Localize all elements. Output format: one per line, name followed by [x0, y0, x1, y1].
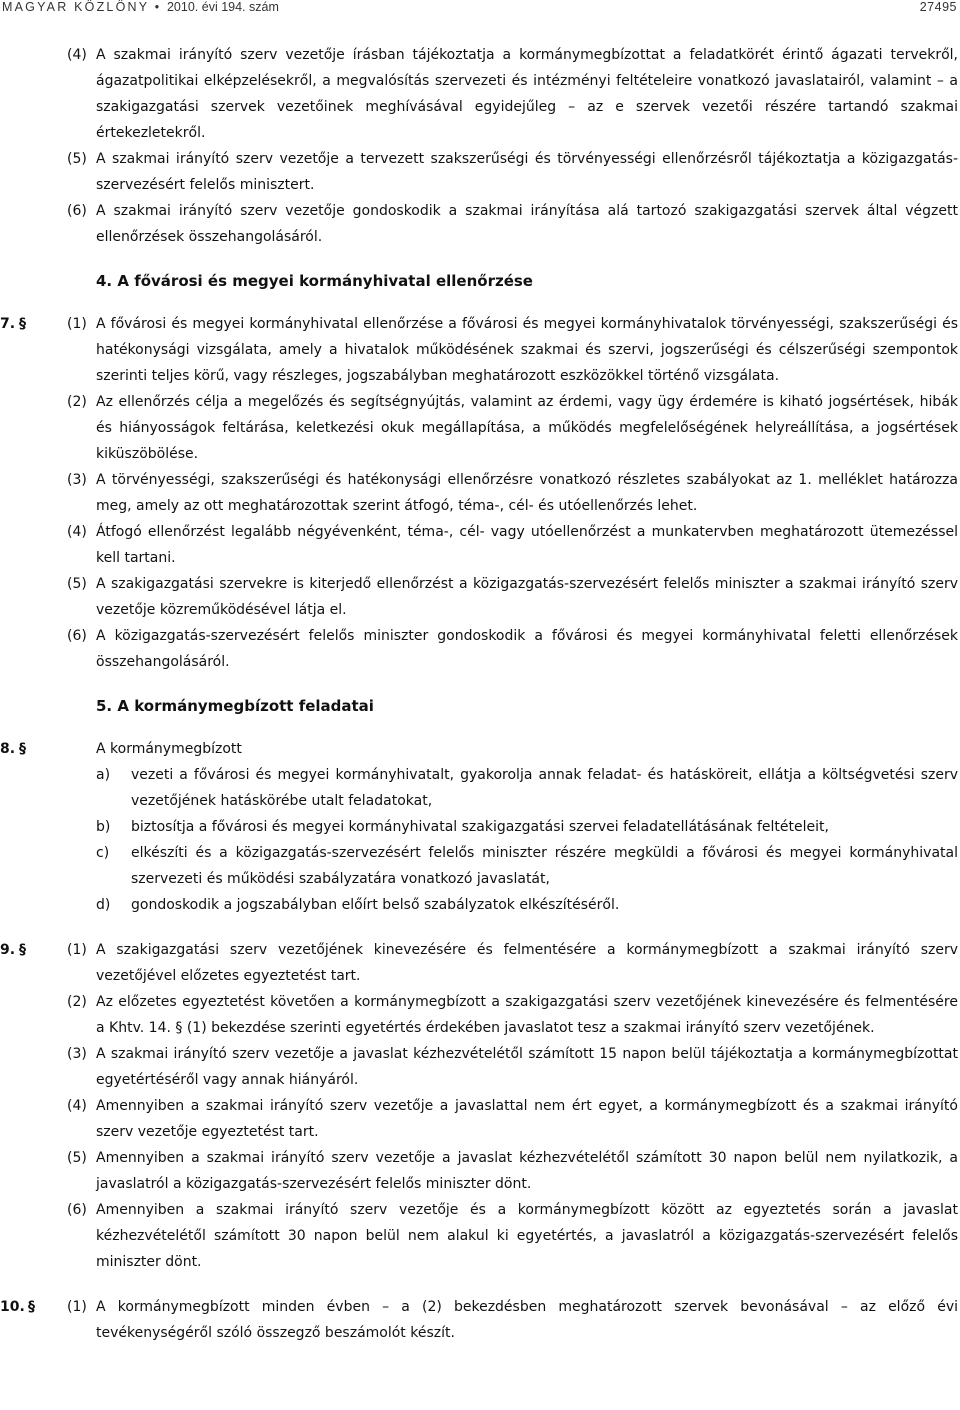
paragraph: [0, 1093, 960, 1145]
paragraph-text: elkészíti és a közigazgatás-szervezésért felelős miniszter részére megküldi a fővárosi és megyei kormányhivatal szervezeti és működési szabályzatára vonatkozó javaslatát,: [131, 845, 958, 887]
paragraph: [0, 989, 960, 1041]
paragraph: [0, 146, 960, 198]
paragraph-text: A közigazgatás-szervezésért felelős miniszter gondoskodik a fővárosi és megyei kormányhivatal feletti ellenőrzések összehangolásáról.: [96, 628, 958, 670]
paragraph-text: Az előzetes egyeztetést követően a kormánymegbízott a szakigazgatási szerv vezetőjének kinevezésére és felmentésére a Khtv. 14. § (1) bekezdése szerinti egyetértés érdekében javaslatot tesz a szakmai irányító szerv vezetőjének.: [96, 994, 958, 1036]
paragraph-number: (1): [67, 1299, 87, 1315]
running-header: [0, 0, 960, 18]
paragraph: [0, 467, 960, 519]
section-number: 9.: [0, 942, 16, 958]
paragraph-number: (4): [67, 524, 87, 540]
paragraph: [0, 1197, 960, 1275]
section-number: 7.: [0, 316, 16, 332]
paragraph-number: (3): [67, 1046, 87, 1062]
paragraph-text: Az ellenőrzés célja a megelőzés és segítségnyújtás, valamint az érdemi, vagy ügy érdemére is kiható jogsértések, hibák és hiányosságok feltárása, keletkezési okuk megállapítása, a működés megfelelőségének helyreállítása, a jogsértések kiküszöbölése.: [96, 394, 958, 462]
paragraph-text: A szakmai irányító szerv vezetője gondoskodik a szakmai irányítása alá tartozó szakigazgatási szervek által végzett ellenőrzések összehangolásáról.: [96, 203, 958, 245]
paragraph: [0, 198, 960, 250]
paragraph-text: gondoskodik a jogszabályban előírt belső szabályzatok elkészítéséről.: [131, 897, 620, 913]
paragraph: [0, 1041, 960, 1093]
paragraph-number: (5): [67, 576, 87, 592]
journal-title: MAGYAR KÖZLÖNY • 2010. évi 194. szám: [2, 0, 279, 14]
section-paragraph: [0, 311, 960, 389]
paragraph-number: (3): [67, 472, 87, 488]
paragraph-number: (2): [67, 394, 87, 410]
paragraph-text: Átfogó ellenőrzést legalább négyévenként, téma-, cél- vagy utóellenőrzést a munkatervben meghatározott ütemezéssel kell tartani.: [96, 524, 958, 566]
paragraph: [0, 42, 960, 146]
list-item: [0, 762, 960, 814]
paragraph-text: A szakmai irányító szerv vezetője a javaslat kézhezvételétől számított 15 napon belül tájékoztatja a kormánymegbízottat egyetértéséről vagy annak hiányáról.: [96, 1046, 958, 1088]
paragraph: [0, 623, 960, 675]
paragraph-number: (1): [67, 316, 87, 332]
paragraph: [0, 571, 960, 623]
paragraph-number: (1): [67, 942, 87, 958]
section-sign: §: [19, 942, 26, 958]
section-paragraph: [0, 937, 960, 989]
section-heading: 5. A kormánymegbízott feladatai: [96, 697, 374, 715]
paragraph-number: (4): [67, 1098, 87, 1114]
paragraph-text: A szakigazgatási szerv vezetőjének kinevezésére és felmentésére a kormánymegbízott a szakmai irányító szerv vezetőjével előzetes egyeztetést tart.: [96, 942, 958, 984]
paragraph: [0, 389, 960, 467]
paragraph-number: (5): [67, 151, 87, 167]
paragraph-number: (5): [67, 1150, 87, 1166]
lead-text: A kormánymegbízott: [96, 741, 242, 757]
section-heading: 4. A fővárosi és megyei kormányhivatal ellenőrzése: [96, 272, 533, 290]
section-number: 8.: [0, 741, 16, 757]
paragraph-text: A szakmai irányító szerv vezetője a tervezett szakszerűségi és törvényességi ellenőrzésről tájékoztatja a közigazgatás-szervezésért felelős minisztert.: [96, 151, 958, 193]
paragraph-text: A szakmai irányító szerv vezetője írásban tájékoztatja a kormánymegbízottat a feladatkörét érintő ágazati tervekről, ágazatpolitikai elképzelésekről, a megvalósítás szervezeti és intézményi feltételeire vonatkozó javaslatairól, valamint – a szakigazgatási szervek vezetőinek meghívásával egyidejűleg – az e szervek vezetői részére tartandó szakmai értekezletekről.: [96, 47, 958, 141]
paragraph-number: (6): [67, 203, 87, 219]
paragraph-text: A törvényességi, szakszerűségi és hatékonysági ellenőrzésre vonatkozó részletes szabályokat az 1. melléklet határozza meg, amely az ott meghatározottak szerint átfogó, téma-, cél- és utóellenőrzés lehet.: [96, 472, 958, 514]
item-label: c): [96, 845, 110, 861]
paragraph-text: A szakigazgatási szervekre is kiterjedő ellenőrzést a közigazgatás-szervezésért felelős miniszter a szakmai irányító szerv vezetője közreműködésével látja el.: [96, 576, 958, 618]
page-number: 27495: [919, 0, 957, 14]
item-label: a): [96, 767, 111, 783]
paragraph-text: vezeti a fővárosi és megyei kormányhivatalt, gyakorolja annak feladat- és hatásköreit, ellátja a költségvetési szerv vezetőjének hatáskörébe utalt feladatokat,: [131, 767, 958, 809]
section-sign: §: [28, 1299, 35, 1315]
section-number: 10.: [0, 1299, 25, 1315]
list-item: [0, 840, 960, 892]
paragraph-text: Amennyiben a szakmai irányító szerv vezetője a javaslattal nem ért egyet, a kormánymegbízott és a szakmai irányító szerv vezetője egyeztetést tart.: [96, 1098, 958, 1140]
paragraph-text: A kormánymegbízott minden évben – a (2) bekezdésben meghatározott szervek bevonásával – az előző évi tevékenységéről szóló összegző beszámolót készít.: [96, 1299, 958, 1341]
paragraph-number: (6): [67, 1202, 87, 1218]
paragraph-number: (2): [67, 994, 87, 1010]
section-paragraph: [0, 1294, 960, 1346]
section-paragraph: [0, 736, 960, 762]
paragraph-number: (6): [67, 628, 87, 644]
paragraph-text: Amennyiben a szakmai irányító szerv vezetője a javaslat kézhezvételétől számított 30 napon belül nem nyilatkozik, a javaslatról a közigazgatás-szervezésért felelős miniszter dönt.: [96, 1150, 958, 1192]
list-item: [0, 892, 960, 918]
paragraph: [0, 1145, 960, 1197]
section-sign: §: [19, 316, 26, 332]
paragraph-number: (4): [67, 47, 87, 63]
list-item: [0, 814, 960, 840]
section-sign: §: [19, 741, 26, 757]
paragraph: [0, 519, 960, 571]
paragraph-text: A fővárosi és megyei kormányhivatal ellenőrzése a fővárosi és megyei kormányhivatalok törvényességi, szakszerűségi és hatékonysági vizsgálata, amely a hivatalok működésének szakmai és szervi, jogszerűségi és célszerűségi szempontok szerinti teljes körű, vagy részleges, jogszabályban meghatározott eszközökkel történő vizsgálata.: [96, 316, 958, 384]
item-label: d): [96, 897, 111, 913]
paragraph-text: biztosítja a fővárosi és megyei kormányhivatal szakigazgatási szervei feladatellátásának feltételeit,: [131, 819, 829, 835]
paragraph-text: Amennyiben a szakmai irányító szerv vezetője és a kormánymegbízott között az egyeztetés során a javaslat kézhezvételétől számított 30 napon belül nem alakul ki egyetértés, a javaslatról a közigazgatás-szervezésért felelős miniszter dönt.: [96, 1202, 958, 1270]
document-body: [0, 42, 960, 1346]
item-label: b): [96, 819, 111, 835]
